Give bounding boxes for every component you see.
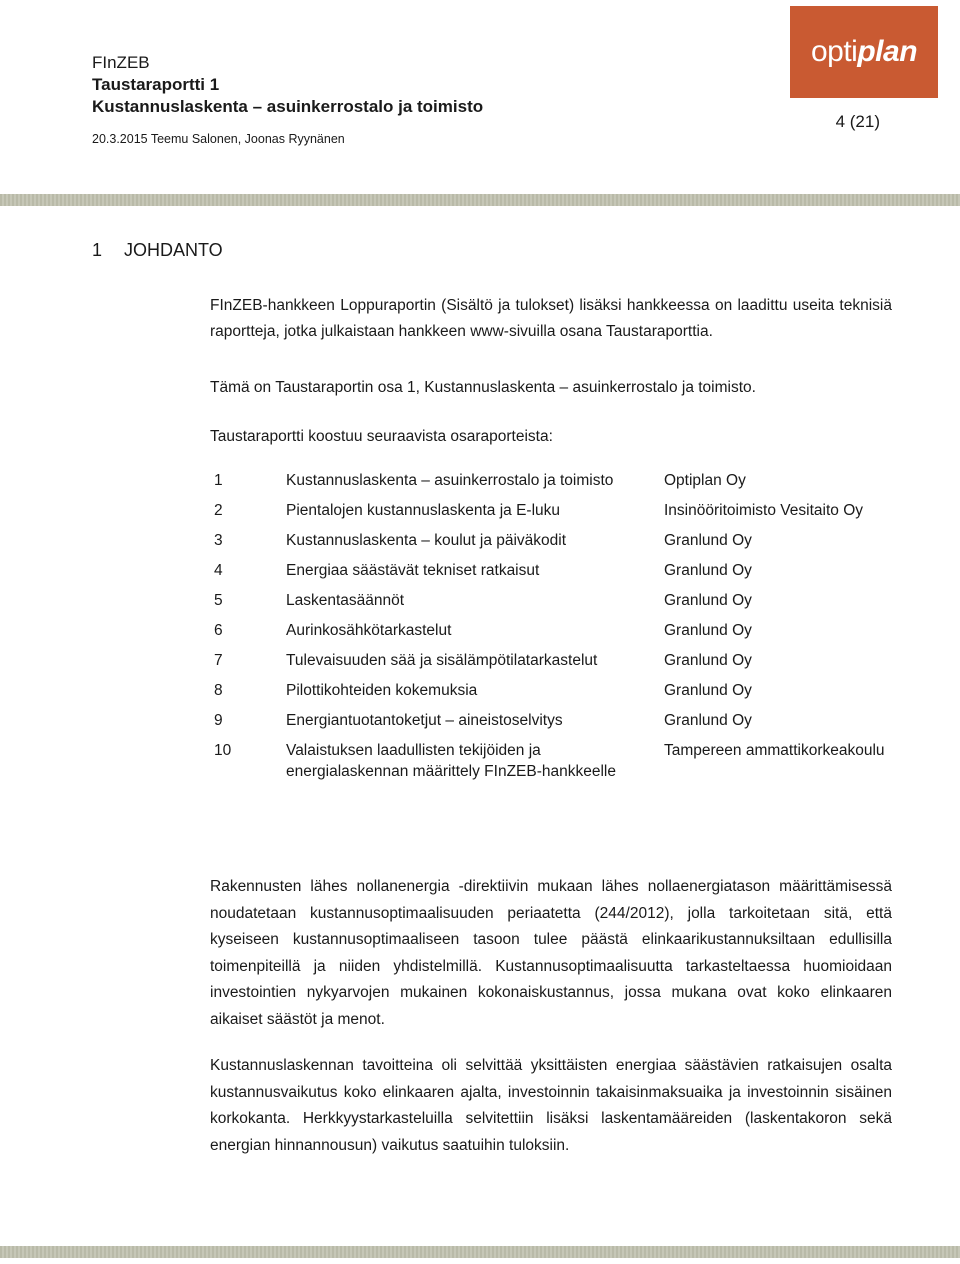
header-divider bbox=[0, 194, 960, 206]
logo-text-part2: plan bbox=[857, 35, 918, 68]
list-item-number: 8 bbox=[214, 682, 223, 699]
section-title: JOHDANTO bbox=[124, 240, 223, 260]
list-item-number: 2 bbox=[214, 502, 223, 519]
list-item-org: Insinööritoimisto Vesitaito Oy bbox=[664, 502, 864, 519]
list-item-title: Kustannuslaskenta – asuinkerrostalo ja toimisto bbox=[286, 472, 614, 489]
list-item-title: Tulevaisuuden sää ja sisälämpötilatarkastelut bbox=[286, 652, 598, 669]
list-item-title: Energiantuotantoketjut – aineistoselvitys bbox=[286, 712, 563, 729]
list-item bbox=[214, 680, 904, 701]
optiplan-logo bbox=[790, 6, 938, 98]
list-item-org: Granlund Oy bbox=[664, 682, 752, 699]
header-text-block bbox=[92, 52, 483, 146]
date-authors: 20.3.2015 Teemu Salonen, Joonas Ryynänen bbox=[92, 132, 345, 146]
project-name: FInZEB bbox=[92, 53, 150, 72]
list-item-org: Granlund Oy bbox=[664, 562, 752, 579]
list-item-org: Granlund Oy bbox=[664, 652, 752, 669]
list-item bbox=[214, 710, 904, 731]
list-item-title: Kustannuslaskenta – koulut ja päiväkodit bbox=[286, 532, 567, 549]
list-item bbox=[214, 590, 904, 611]
list-item-number: 1 bbox=[214, 472, 223, 489]
list-item-number: 9 bbox=[214, 712, 223, 729]
list-item bbox=[214, 650, 904, 671]
list-item bbox=[214, 560, 904, 581]
list-item-number: 5 bbox=[214, 592, 223, 609]
list-item-number: 7 bbox=[214, 652, 223, 669]
footer-divider bbox=[0, 1246, 960, 1258]
subreport-list bbox=[214, 470, 904, 791]
list-item-org: Granlund Oy bbox=[664, 622, 752, 639]
list-item-title: Valaistuksen laadullisten tekijöiden ja energialaskennan määrittely FInZEB-hankkeelle bbox=[286, 742, 616, 780]
section-heading bbox=[92, 240, 223, 261]
list-item-org: Tampereen ammattikorkeakoulu bbox=[664, 742, 885, 759]
goals-paragraph: Kustannuslaskennan tavoitteina oli selvittää yksittäisten energiaa säästävien ratkaisujen osalta kustannusvaikutus koko elinkaaren ajalta, investoinnin takaisinmaksuaika ja investoinnin sisäinen korkokanta. Herkkyystarkasteluilla selvitettiin lisäksi laskentamääreiden (laskentakoron sekä energian hinnannousun) vaikutus saatuihin tuloksiin. bbox=[210, 1057, 892, 1154]
list-item-org: Optiplan Oy bbox=[664, 472, 746, 489]
list-item-title: Pientalojen kustannuslaskenta ja E-luku bbox=[286, 502, 561, 519]
list-item-title: Aurinkosähkötarkastelut bbox=[286, 622, 452, 639]
report-title: Kustannuslaskenta – asuinkerrostalo ja toimisto bbox=[92, 97, 484, 116]
list-item-org: Granlund Oy bbox=[664, 592, 752, 609]
this-report-paragraph: Tämä on Taustaraportin osa 1, Kustannuslaskenta – asuinkerrostalo ja toimisto. bbox=[210, 379, 756, 396]
intro-paragraph: FInZEB-hankkeen Loppuraportin (Sisältö ja tulokset) lisäksi hankkeessa on laadittu useita teknisiä raportteja, jotka julkaistaan hankkeen www-sivuilla osana Taustaraporttia. bbox=[210, 296, 892, 340]
list-item-number: 6 bbox=[214, 622, 223, 639]
consists-of-paragraph: Taustaraportti koostuu seuraavista osaraporteista: bbox=[210, 428, 553, 445]
list-item bbox=[214, 740, 904, 782]
page-number: 4 (21) bbox=[835, 112, 880, 131]
logo-text-part1: opti bbox=[810, 35, 858, 68]
list-item-title: Energiaa säästävät tekniset ratkaisut bbox=[286, 562, 540, 579]
list-item-title: Pilottikohteiden kokemuksia bbox=[286, 682, 478, 699]
report-name: Taustaraportti 1 bbox=[92, 75, 220, 94]
list-item-org: Granlund Oy bbox=[664, 712, 752, 729]
list-item-number: 4 bbox=[214, 562, 223, 579]
list-item-number: 10 bbox=[214, 742, 232, 759]
list-item-number: 3 bbox=[214, 532, 223, 549]
list-item bbox=[214, 620, 904, 641]
section-number: 1 bbox=[92, 240, 103, 260]
list-item-title: Laskentasäännöt bbox=[286, 592, 405, 609]
list-item bbox=[214, 470, 904, 491]
list-item bbox=[214, 500, 904, 521]
list-item-org: Granlund Oy bbox=[664, 532, 752, 549]
nzeb-paragraph: Rakennusten lähes nollanenergia -direktiivin mukaan lähes nollaenergiatason määrittämisessä noudatetaan kustannusoptimaalisuuden periaatetta (244/2012), jolla tarkoitetaan sitä, että kyseiseen kustannusoptimaaliseen tasoon tulee päästä elinkaarikustannuksiltaan edullisilla toimenpiteillä ja niiden yhdistelmillä. Kustannusoptimaalisuutta tarkasteltaessa huomioidaan investointien nykyarvojen mukainen kokonaiskustannus, jossa mukana ovat koko elinkaaren aikaiset säästöt ja menot. bbox=[210, 878, 892, 1028]
list-item bbox=[214, 530, 904, 551]
